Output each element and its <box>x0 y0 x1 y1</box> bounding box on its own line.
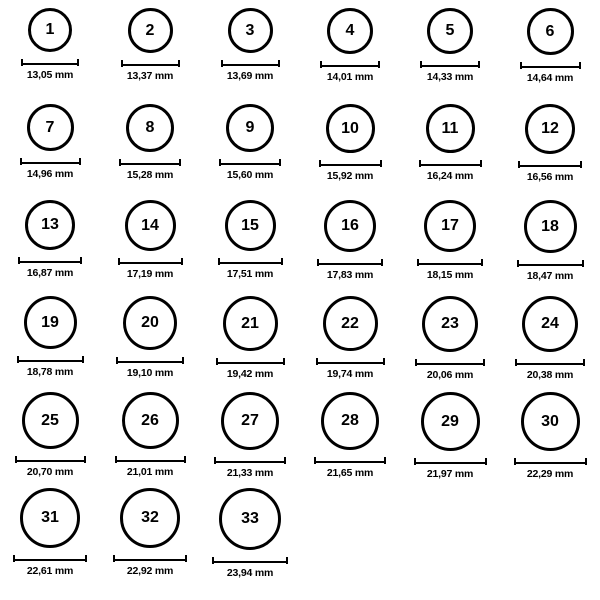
ring-size-number: 32 <box>141 509 159 526</box>
dimension-annotation <box>15 456 86 478</box>
ring-size-number: 2 <box>145 21 155 39</box>
ring-size-number: 31 <box>41 509 59 526</box>
diameter-label: 21,65 mm <box>326 467 374 479</box>
ring-circle <box>221 392 279 450</box>
dimension-line <box>18 257 82 264</box>
diameter-label: 19,74 mm <box>326 368 374 380</box>
ring-size-cell[interactable] <box>100 296 200 392</box>
ring-circle <box>326 104 375 153</box>
ring-circle <box>225 200 276 251</box>
dimension-line <box>115 456 186 463</box>
dimension-line <box>320 61 380 68</box>
dimension-annotation <box>218 258 283 280</box>
diameter-label: 14,96 mm <box>26 168 74 180</box>
ring-circle <box>422 296 478 352</box>
ring-size-cell[interactable] <box>0 8 100 104</box>
ring-size-number: 19 <box>41 313 59 331</box>
ring-size-cell[interactable] <box>200 8 300 104</box>
dimension-annotation <box>216 358 285 380</box>
dimension-line <box>212 557 288 564</box>
dimension-line <box>515 359 585 366</box>
diameter-label: 20,06 mm <box>426 369 474 381</box>
ring-size-cell[interactable] <box>100 488 200 584</box>
dimension-line <box>216 358 285 365</box>
ring-size-number: 21 <box>241 314 259 332</box>
dimension-line <box>17 356 84 363</box>
dimension-annotation <box>219 159 281 181</box>
ring-size-cell[interactable] <box>400 392 500 488</box>
dimension-line <box>218 258 283 265</box>
dimension-line <box>15 456 86 463</box>
dimension-line <box>316 358 385 365</box>
diameter-label: 14,01 mm <box>326 71 374 83</box>
ring-size-number: 8 <box>145 119 155 136</box>
diameter-label: 17,51 mm <box>226 268 274 280</box>
dimension-annotation <box>514 458 587 480</box>
ring-circle <box>223 296 278 351</box>
ring-size-number: 33 <box>241 510 259 527</box>
dimension-line <box>121 60 180 67</box>
dimension-annotation <box>319 160 382 182</box>
dimension-annotation <box>119 159 181 181</box>
dimension-annotation <box>517 260 584 282</box>
ring-size-number: 14 <box>141 216 159 234</box>
ring-size-cell[interactable] <box>300 200 400 296</box>
diameter-label: 16,56 mm <box>526 171 574 183</box>
dimension-annotation <box>518 161 582 183</box>
diameter-label: 13,37 mm <box>126 70 174 82</box>
diameter-label: 21,33 mm <box>226 467 274 479</box>
dimension-line <box>415 359 485 366</box>
ring-circle <box>323 296 378 351</box>
dimension-annotation <box>113 555 187 577</box>
ring-size-number: 10 <box>341 119 359 137</box>
ring-circle <box>426 104 475 153</box>
diameter-label: 13,69 mm <box>226 70 274 82</box>
ring-size-cell[interactable] <box>200 488 300 584</box>
dimension-line <box>13 555 87 562</box>
diameter-label: 19,42 mm <box>226 368 274 380</box>
ring-size-number: 17 <box>441 217 459 234</box>
ring-circle <box>28 8 72 52</box>
ring-circle <box>27 104 74 151</box>
ring-circle <box>525 104 575 154</box>
ring-size-cell[interactable] <box>500 296 600 392</box>
dimension-line <box>417 259 483 266</box>
diameter-label: 20,38 mm <box>526 369 574 381</box>
ring-circle <box>522 296 578 352</box>
dimension-annotation <box>314 457 386 479</box>
ring-size-cell[interactable] <box>0 392 100 488</box>
dimension-annotation <box>317 259 383 281</box>
ring-circle <box>123 296 177 350</box>
diameter-label: 14,64 mm <box>526 72 574 84</box>
ring-size-number: 30 <box>541 412 559 430</box>
ring-size-number: 27 <box>241 412 259 429</box>
dimension-line <box>419 160 482 167</box>
diameter-label: 18,15 mm <box>426 269 474 281</box>
ring-size-number: 28 <box>341 412 359 429</box>
dimension-annotation <box>118 258 183 280</box>
dimension-line <box>514 458 587 465</box>
dimension-line <box>317 259 383 266</box>
ring-size-cell[interactable] <box>0 200 100 296</box>
ring-circle <box>228 8 273 53</box>
dimension-line <box>414 458 487 465</box>
dimension-annotation <box>515 359 585 381</box>
diameter-label: 19,10 mm <box>126 367 174 379</box>
ring-circle <box>128 8 173 53</box>
ring-size-cell[interactable] <box>400 296 500 392</box>
ring-circle <box>424 200 476 252</box>
diameter-label: 17,19 mm <box>126 268 174 280</box>
ring-circle <box>427 8 473 54</box>
ring-size-number: 25 <box>41 411 59 429</box>
ring-size-cell[interactable] <box>300 392 400 488</box>
diameter-label: 16,87 mm <box>26 267 74 279</box>
ring-size-cell[interactable] <box>0 296 100 392</box>
dimension-annotation <box>221 60 280 82</box>
ring-size-number: 1 <box>45 21 55 38</box>
ring-size-cell[interactable] <box>200 296 300 392</box>
diameter-label: 23,94 mm <box>226 567 274 579</box>
dimension-annotation <box>414 458 487 480</box>
diameter-label: 17,83 mm <box>326 269 374 281</box>
ring-circle <box>125 200 176 251</box>
ring-size-cell[interactable] <box>500 200 600 296</box>
dimension-annotation <box>13 555 87 577</box>
ring-size-number: 29 <box>441 412 459 430</box>
ring-circle <box>126 104 174 152</box>
ring-size-number: 16 <box>341 217 359 234</box>
ring-size-number: 11 <box>441 119 459 137</box>
diameter-label: 15,92 mm <box>326 170 374 182</box>
diameter-label: 21,97 mm <box>426 468 474 480</box>
ring-size-number: 22 <box>341 314 359 332</box>
ring-size-cell[interactable] <box>400 104 500 200</box>
ring-size-cell[interactable] <box>500 8 600 104</box>
ring-circle <box>22 392 79 449</box>
ring-size-number: 9 <box>245 119 255 136</box>
dimension-line <box>119 159 181 166</box>
ring-size-cell[interactable] <box>100 104 200 200</box>
ring-size-number: 3 <box>245 21 255 39</box>
diameter-label: 22,29 mm <box>526 468 574 480</box>
ring-size-number: 5 <box>445 22 455 39</box>
ring-circle <box>324 200 376 252</box>
dimension-line <box>520 62 581 69</box>
dimension-line <box>221 60 280 67</box>
ring-size-number: 4 <box>345 22 355 39</box>
diameter-label: 22,92 mm <box>126 565 174 577</box>
dimension-annotation <box>18 257 82 279</box>
dimension-annotation <box>212 557 288 579</box>
ring-size-number: 24 <box>541 315 559 332</box>
ring-size-cell[interactable] <box>100 200 200 296</box>
diameter-label: 18,47 mm <box>526 270 574 282</box>
dimension-annotation <box>420 61 480 83</box>
dimension-line <box>319 160 382 167</box>
ring-circle <box>527 8 574 55</box>
ring-size-number: 12 <box>541 120 559 137</box>
ring-circle <box>122 392 179 449</box>
ring-size-cell[interactable] <box>500 104 600 200</box>
dimension-annotation <box>20 158 81 180</box>
dimension-annotation <box>17 356 84 378</box>
ring-size-number: 13 <box>41 216 59 233</box>
ring-circle <box>321 392 379 450</box>
diameter-label: 21,01 mm <box>126 466 174 478</box>
dimension-line <box>517 260 584 267</box>
ring-size-cell[interactable] <box>0 488 100 584</box>
diameter-label: 15,28 mm <box>126 169 174 181</box>
ring-circle <box>20 488 80 548</box>
ring-circle <box>524 200 577 253</box>
dimension-annotation <box>419 160 482 182</box>
dimension-line <box>214 457 286 464</box>
dimension-line <box>21 59 79 66</box>
ring-size-number: 20 <box>141 314 159 331</box>
ring-circle <box>226 104 274 152</box>
ring-size-cell[interactable] <box>300 296 400 392</box>
dimension-annotation <box>116 357 184 379</box>
dimension-annotation <box>520 62 581 84</box>
ring-size-cell[interactable] <box>100 8 200 104</box>
dimension-annotation <box>415 359 485 381</box>
ring-size-number: 23 <box>441 315 459 332</box>
ring-circle <box>120 488 180 548</box>
ring-size-number: 18 <box>541 217 559 235</box>
dimension-line <box>118 258 183 265</box>
diameter-label: 14,33 mm <box>426 71 474 83</box>
dimension-line <box>518 161 582 168</box>
dimension-annotation <box>417 259 483 281</box>
ring-size-cell[interactable] <box>300 104 400 200</box>
diameter-label: 18,78 mm <box>26 366 74 378</box>
ring-size-cell[interactable] <box>200 200 300 296</box>
dimension-line <box>20 158 81 165</box>
dimension-line <box>420 61 480 68</box>
dimension-line <box>116 357 184 364</box>
ring-circle <box>421 392 480 451</box>
diameter-label: 20,70 mm <box>26 466 74 478</box>
dimension-annotation <box>21 59 79 81</box>
dimension-line <box>314 457 386 464</box>
ring-size-cell[interactable] <box>300 8 400 104</box>
ring-circle <box>521 392 580 451</box>
ring-size-number: 26 <box>141 411 159 429</box>
ring-size-cell[interactable] <box>500 392 600 488</box>
dimension-annotation <box>316 358 385 380</box>
dimension-line <box>113 555 187 562</box>
dimension-annotation <box>115 456 186 478</box>
ring-size-cell[interactable] <box>0 104 100 200</box>
ring-size-number: 7 <box>45 118 55 136</box>
dimension-annotation <box>320 61 380 83</box>
dimension-annotation <box>214 457 286 479</box>
ring-size-cell[interactable] <box>400 8 500 104</box>
ring-circle <box>25 200 75 250</box>
diameter-label: 16,24 mm <box>426 170 474 182</box>
diameter-label: 15,60 mm <box>226 169 274 181</box>
dimension-annotation <box>121 60 180 82</box>
ring-size-cell[interactable] <box>200 104 300 200</box>
ring-circle <box>327 8 373 54</box>
ring-size-number: 15 <box>241 216 259 234</box>
ring-circle <box>219 488 281 550</box>
ring-size-cell[interactable] <box>400 200 500 296</box>
ring-size-cell[interactable] <box>200 392 300 488</box>
dimension-line <box>219 159 281 166</box>
ring-circle <box>24 296 77 349</box>
ring-size-number: 6 <box>545 22 555 40</box>
ring-size-cell[interactable] <box>100 392 200 488</box>
diameter-label: 13,05 mm <box>26 69 74 81</box>
diameter-label: 22,61 mm <box>26 565 74 577</box>
